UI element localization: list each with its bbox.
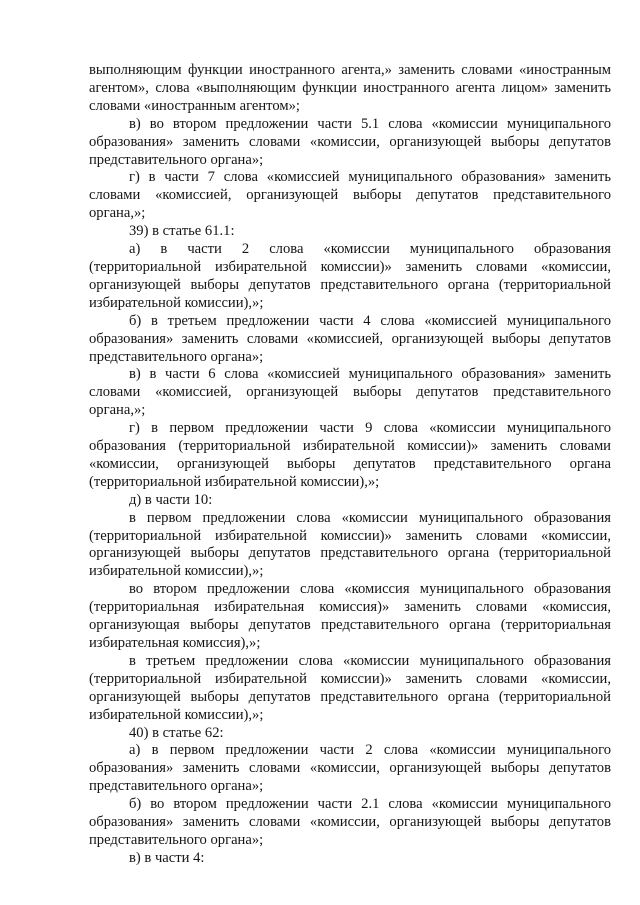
paragraph-item-b-part-2-1: б) во втором предложении части 2.1 слова «комиссии муниципального образования» заменить словами «комиссии, организующей выборы депутатов представительного органа»; [89,796,611,848]
paragraph-item-a-part-2: а) в части 2 слова «комиссии муниципального образования (территориальной избирательной комиссии)» заменить словами «комиссии, организующей выборы депутатов представительного органа (территориальной избирательной комиссии),»; [89,241,611,311]
paragraph-item-g-part-9: г) в первом предложении части 9 слова «комиссии муниципального образования (территориальной избирательной комиссии)» заменить словами «комиссии, организующей выборы депутатов представительного органа (территориальной избирательной комиссии),»; [89,420,611,490]
paragraph-item-b-part-4: б) в третьем предложении части 4 слова «комиссией муниципального образования» заменить словами «комиссией, организующей выборы депутатов представительного органа»; [89,312,611,365]
paragraph-item-d-part-10: д) в части 10: [129,491,213,508]
paragraph-item-v-part-4: в) в части 4: [129,849,205,866]
paragraph-second-sentence: во втором предложении слова «комиссия муниципального образования (территориальная избирательная комиссия)» заменить словами «комиссия, организующая выборы депутатов представительного органа (территориальная избирательная комиссия),»; [89,581,611,651]
paragraph-third-sentence: в третьем предложении слова «комиссии муниципального образования (территориальной избирательной комиссии)» заменить словами «комиссии, организующей выборы депутатов представительного органа (территориальной избирательной комиссии),»; [89,652,611,723]
paragraph-item-v-part-5-1: в) во втором предложении части 5.1 слова «комиссии муниципального образования» заменить словами «комиссии, организующей выборы депутатов представительного органа»; [89,115,611,168]
paragraph-item-40-article-62: 40) в статье 62: [129,724,224,741]
paragraph-item-a-part-2-article-62: а) в первом предложении части 2 слова «комиссии муниципального образования» заменить словами «комиссии, организующей выборы депутатов представительного органа»; [89,742,611,795]
paragraph-first-sentence: в первом предложении слова «комиссии муниципального образования (территориальной избирательной комиссии)» заменить словами «комиссии, организующей выборы депутатов представительного органа (территориальной избирательной комиссии),»; [89,509,611,580]
paragraph-item-39-article-61-1: 39) в статье 61.1: [129,223,235,240]
paragraph-continuation: выполняющим функции иностранного агента,» заменить словами «иностранным агентом», слова «выполняющим функции иностранного агента лицом» заменить словами «иностранным агентом»; [89,62,611,114]
paragraph-item-v-part-6: в) в части 6 слова «комиссией муниципального образования» заменить словами «комиссией, организующей выборы депутатов представительного органа,»; [89,366,611,419]
paragraph-item-g-part-7: г) в части 7 слова «комиссией муниципального образования» заменить словами «комиссией, организующей выборы депутатов представительного органа,»; [89,169,611,222]
document-page [89,62,611,868]
